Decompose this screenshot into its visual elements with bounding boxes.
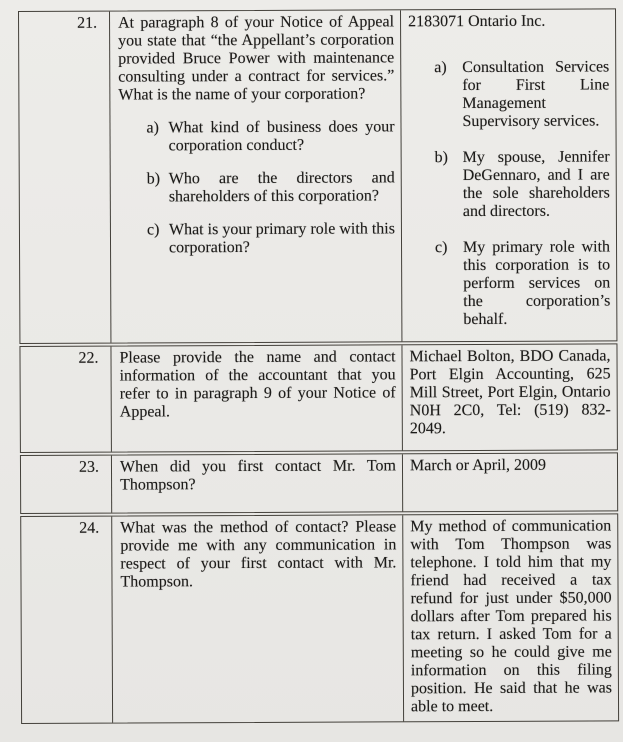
question-cell xyxy=(111,515,404,722)
item-text: What kind of business does your corporation conduct? xyxy=(168,118,395,155)
qa-table xyxy=(18,8,619,724)
row-number-cell: 23. xyxy=(78,458,100,476)
list-item xyxy=(147,220,395,257)
question-intro: At paragraph 8 of your Notice of Appeal you state that “the Appellant’s corporation provided Bruce Power with maintenance consulting under a contract for services.” What is the name of your corporation? xyxy=(118,13,395,104)
item-text: Consultation Services for First Line Management Supervisory services. xyxy=(462,58,610,131)
item-text: Who are the directors and shareholders of this corporation? xyxy=(168,169,395,206)
item-marker: c) xyxy=(146,221,160,239)
list-item xyxy=(435,238,610,329)
item-marker: c) xyxy=(434,239,448,257)
item-text: My primary role with this corporation is to perform services on the corporation’s behalf. xyxy=(462,238,611,329)
row-number-cell: 24. xyxy=(79,519,100,537)
item-marker: a) xyxy=(434,59,447,77)
item-text: What is your primary role with this corporation? xyxy=(168,220,395,257)
answer-intro: Michael Bolton, BDO Canada, Port Elgin Accounting, 625 Mill Street, Port Elgin, Ontario N0H 2C0, Tel: (519) 832-2049. xyxy=(409,347,611,438)
table-row xyxy=(20,452,618,514)
question-cell xyxy=(110,345,402,451)
list-item xyxy=(435,148,610,221)
question-cell xyxy=(111,454,403,512)
list-item xyxy=(434,58,609,131)
list-item xyxy=(147,169,395,206)
item-marker: a) xyxy=(146,119,159,137)
answer-cell xyxy=(403,514,618,721)
answer-intro: March or April, 2009 xyxy=(409,456,547,475)
table-row xyxy=(19,343,617,453)
answer-intro: 2183071 Ontario Inc. xyxy=(408,12,546,31)
answer-cell xyxy=(402,344,616,450)
question-cell xyxy=(109,10,402,342)
answer-intro: My method of communication with Tom Thompson was telephone. I told him that my friend had received a tax refund for just under $50,000 dollars after Tom prepared his tax return. I asked Tom for a meeting so he could give me information on this filing position. He said that he was able to meet. xyxy=(410,517,612,716)
question-intro: When did you first contact Mr. Tom Thompson? xyxy=(119,457,397,494)
row-number-cell: 22. xyxy=(78,349,99,367)
item-text: My spouse, Jennifer DeGennaro, and I are the sole shareholders and directors. xyxy=(462,148,610,221)
table-row xyxy=(20,513,619,724)
item-marker: b) xyxy=(434,149,449,167)
answer-cell xyxy=(403,453,617,511)
list-item xyxy=(146,118,394,155)
question-intro: Please provide the name and contact information of the accountant that you refer to in paragraph 9 of your Notice of Appeal. xyxy=(119,348,396,421)
row-number-cell: 21. xyxy=(77,14,98,32)
question-intro: What was the method of contact? Please provide me with any communication in respect of your first contact with Mr. Thompson. xyxy=(120,518,397,591)
item-marker: b) xyxy=(146,170,161,188)
table-row xyxy=(18,8,617,344)
answer-cell xyxy=(401,9,616,341)
